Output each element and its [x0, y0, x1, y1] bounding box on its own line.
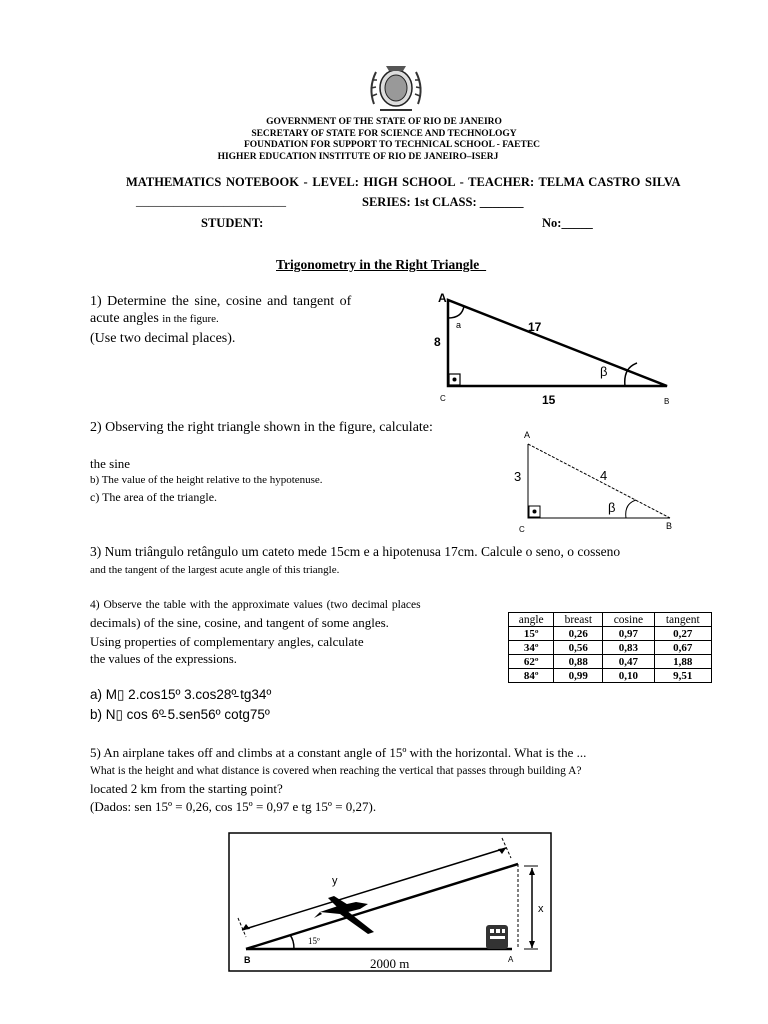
q2-label-c: C — [519, 525, 525, 534]
q1-line-3: (Use two decimal places). — [90, 331, 236, 346]
q5-label-angle: 15º — [308, 936, 320, 946]
table-cell: 0,10 — [603, 669, 654, 683]
q5-label-base: 2000 m — [370, 956, 410, 971]
table-cell: 0,83 — [603, 641, 654, 655]
q3-line-2: and the tangent of the largest acute angle of this triangle. — [90, 564, 340, 576]
q5-airplane-figure — [228, 832, 552, 974]
q1-line-1: 1) Determine the sine, cosine and tangent of — [90, 294, 352, 309]
series-class: SERIES: 1st CLASS: _______ — [362, 195, 524, 209]
table-header-cell: breast — [554, 613, 603, 627]
table-row — [509, 641, 712, 655]
q5-line-4: (Dados: sen 15º = 0,26, cos 15º = 0,97 e tg 15º = 0,27). — [90, 799, 377, 814]
q1-label-a-vertex: A — [438, 291, 447, 305]
q1-line-2b: in the figure. — [162, 313, 219, 325]
table-cell: 34º — [509, 641, 554, 655]
q1-label-b: B — [664, 397, 670, 406]
q5-label-a: A — [508, 955, 514, 964]
q2-label-b: B — [666, 521, 673, 531]
q5-line-2: What is the height and what distance is covered when reaching the vertical that passes through building A? — [90, 765, 582, 777]
q2-label-side-4: 4 — [600, 468, 608, 483]
q5-label-x: x — [538, 903, 544, 915]
q2-label-side-3: 3 — [514, 469, 522, 484]
q2-label-beta: β — [608, 500, 616, 515]
q5-line-3: located 2 km from the starting point? — [90, 781, 283, 796]
q4-expr-b: b) N▯ cos 6º̵ 5.sen56º cotg75º — [90, 707, 270, 722]
header-line-3: FOUNDATION FOR SUPPORT TO TECHNICAL SCHOOL - FAETEC — [243, 140, 541, 150]
q4-expr-a: a) M▯ 2.cos15º 3.cos28º̵ tg34º — [90, 687, 272, 702]
q1-label-side-17: 17 — [528, 320, 542, 334]
q1-line-2a: acute angles — [90, 311, 163, 326]
q1-label-beta: β — [600, 364, 608, 379]
student-label: STUDENT: — [201, 216, 264, 230]
notebook-line: MATHEMATICS NOTEBOOK - LEVEL: HIGH SCHOOL - TEACHER: TELMA CASTRO SILVA — [126, 175, 681, 189]
number-label: No:_____ — [542, 216, 593, 230]
table-cell: 0,27 — [654, 627, 711, 641]
header-line-1: GOVERNMENT OF THE STATE OF RIO DE JANEIRO — [266, 117, 502, 127]
header-line-4: HIGHER EDUCATION INSTITUTE OF RIO DE JANEIRO–ISERJ — [217, 152, 499, 162]
table-cell: 9,51 — [654, 669, 711, 683]
blank-line: ________________________ — [136, 194, 286, 208]
q2-triangle-figure — [508, 428, 688, 534]
table-cell: 0,99 — [554, 669, 603, 683]
q1-label-c: C — [440, 394, 446, 403]
q1-line-2 — [90, 309, 219, 329]
q2-label-a: A — [524, 430, 531, 440]
q1-label-a-angle: a — [456, 320, 462, 330]
state-emblem — [364, 60, 428, 116]
table-cell: 15º — [509, 627, 554, 641]
q5-line-1: 5) An airplane takes off and climbs at a constant angle of 15º with the horizontal. What is the ... — [90, 745, 587, 760]
table-cell: 0,26 — [554, 627, 603, 641]
table-cell: 0,88 — [554, 655, 603, 669]
header-line-2: SECRETARY OF STATE FOR SCIENCE AND TECHNOLOGY — [251, 129, 517, 139]
q2-line-1: 2) Observing the right triangle shown in the figure, calculate: — [90, 420, 433, 435]
table-row — [509, 669, 712, 683]
q4-line-1: 4) Observe the table with the approximate values (two decimal places — [90, 599, 421, 611]
q4-line-2: decimals) of the sine, cosine, and tangent of some angles. — [90, 615, 389, 630]
table-cell: 0,47 — [603, 655, 654, 669]
table-cell: 0,67 — [654, 641, 711, 655]
q1-label-side-15: 15 — [542, 393, 556, 407]
table-cell: 62º — [509, 655, 554, 669]
table-cell: 0,56 — [554, 641, 603, 655]
table-header-cell: angle — [509, 613, 554, 627]
values-table — [508, 612, 712, 683]
table-row — [509, 627, 712, 641]
table-row — [509, 655, 712, 669]
table-header-cell: tangent — [654, 613, 711, 627]
q5-label-b: B — [244, 955, 251, 965]
q1-label-side-8: 8 — [434, 335, 441, 349]
q2-item-a: the sine — [90, 456, 131, 471]
table-cell: 1,88 — [654, 655, 711, 669]
table-cell: 84º — [509, 669, 554, 683]
table-header-cell: cosine — [603, 613, 654, 627]
table-cell: 0,97 — [603, 627, 654, 641]
q2-item-b: b) The value of the height relative to the hypotenuse. — [90, 474, 323, 486]
q3-line-1: 3) Num triângulo retângulo um cateto mede 15cm e a hipotenusa 17cm. Calcule o seno, o cosseno — [90, 544, 621, 559]
q5-label-y: y — [332, 875, 338, 887]
q2-item-c: c) The area of the triangle. — [90, 490, 218, 504]
q1-triangle-figure — [430, 288, 680, 408]
table-header-row — [509, 613, 712, 627]
page-title: Trigonometry in the Right Triangle_ — [276, 257, 486, 272]
q4-line-4: the values of the expressions. — [90, 652, 237, 666]
q4-line-3: Using properties of complementary angles, calculate — [90, 634, 364, 649]
